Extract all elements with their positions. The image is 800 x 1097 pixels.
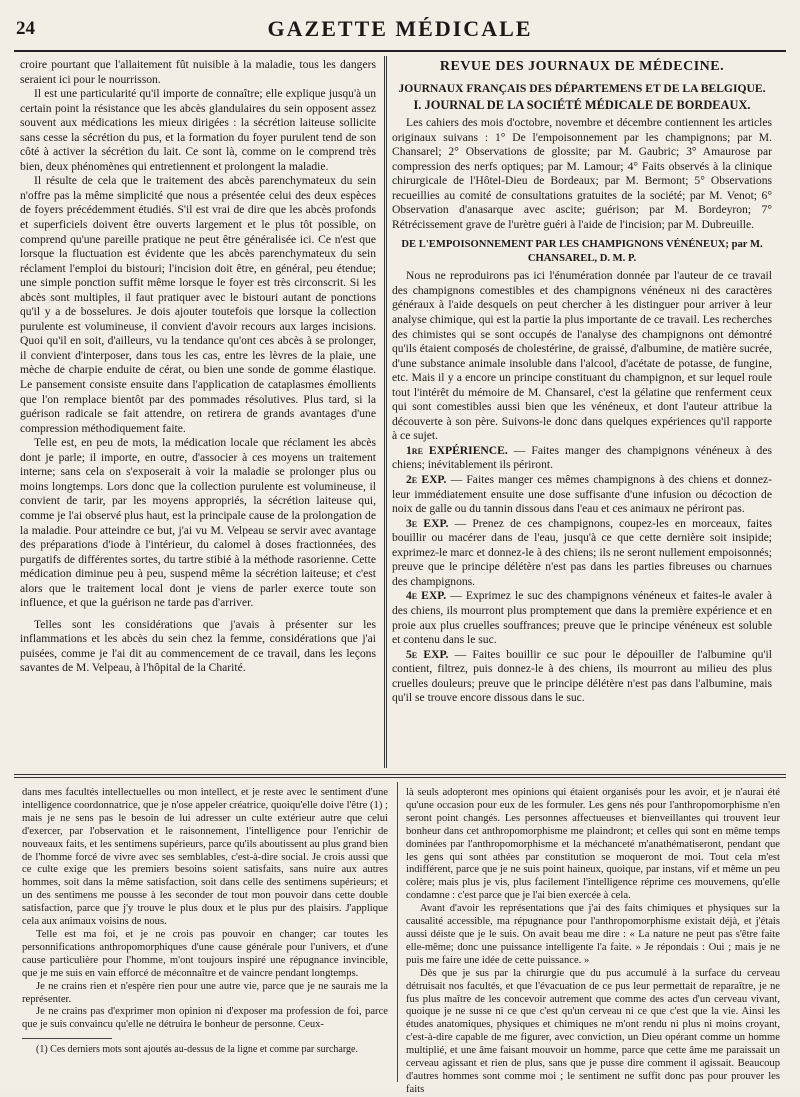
experiment-paragraph (392, 589, 772, 647)
section-title: REVUE DES JOURNAUX DE MÉDECINE. (439, 59, 725, 74)
experiment-paragraph (392, 473, 772, 517)
running-head: GAZETTE MÉDICALE (267, 16, 533, 41)
footnote-text: (1) Ces derniers mots sont ajoutés au-dessus de la ligne et comme par surcharge. (36, 1044, 358, 1056)
experiment-paragraph (392, 517, 772, 590)
experiment-text: — Faites manger des champignons vénéneux à des chiens; inévitablement ils périront. (392, 443, 772, 472)
column-divider (397, 782, 398, 1082)
experiment-label: 5e EXP. (406, 647, 449, 661)
article-paragraph: Nous ne reproduirons pas ici l'énumération donnée par l'auteur de ce travail des champignons comestibles et des champignons vénéneux ni des caractères généraux à l'aide desquels on peut chercher à les distinguer pour arriver à leur analyse chimique, qui est la partie la plus importante de ce travail. Les recherches des chimistes qui se sont occupés de l'analyse des champignons ont démontré qu'ils étaient composés de cholestérine, de graissé, d'albumine, de matière sucrée, d'une substance animale insoluble dans l'alcool, d'acétate de potasse, de fungine, etc. Mais il y a encore un principe constituant du champignon, et sur lequel roule tout l'intérêt du mémoire de M. Chansarel, c'est la gélatine que renferment ceux qui sont comestibles aussi bien que les vénéneux, et dont l'auteur attribue la découverte à son père. Suivons-le donc dans quelques expériences qu'il rapporte à ce sujet. (392, 269, 772, 443)
paragraph: Telles sont les considérations que j'avais à présenter sur les inflammations et les abcès du sein chez la femme, considérations que j'ai puisées, comme je l'ai dit au commencement de ce travail, dans les leçons savantes de M. Velpeau, à l'hôpital de la Charité. (20, 617, 376, 675)
experiment-text: — Prenez de ces champignons, coupez-les en morceaux, faites bouillir ou macérer dans de l'eau, jusqu'à ce que cette dernière soit insipide; exprimez-le marc et donnez-le à des chiens; ils ne seront nullement empoisonnés; preuve que le principe délétère n'est pas dans les parties fibreuses ou charnues des champignons. (392, 516, 772, 588)
footnote-rule (22, 1038, 112, 1039)
experiment-label: 3e EXP. (406, 516, 449, 530)
experiment-text: — Faites bouillir ce suc pour le dépouiller de l'albumine qu'il contient, filtrez, puis donnez-le à des chiens, ils mourront au milieu des plus cruelles douleurs; preuve que le principe délétère n'est pas dans l'albumine, mais qu'il se trouve encore dissous dans le suc. (392, 647, 773, 705)
experiment-paragraph (392, 648, 772, 706)
column-divider (384, 56, 385, 768)
header-rule (14, 50, 786, 52)
experiment-text: — Faites manger ces mêmes champignons à des chiens et donnez-leur immédiatement ensuite une dose suffisante d'une infusion ou décoction de noix de galle ou du tannin dissous dans l'eau et ces animaux ne périront pas. (392, 473, 772, 516)
column-divider (386, 56, 387, 768)
journal-title: I. JOURNAL DE LA SOCIÉTÉ MÉDICALE DE BORDEAUX. (413, 98, 751, 112)
right-column (392, 58, 772, 770)
experiment-label: 2e EXP. (406, 473, 447, 487)
paragraph: Telle est ma foi, et je ne crois pas pouvoir en changer; car toutes les personnifications anthropomorphiques d'une cause générale pour l'univers, et d'une cause particulière pour l'homme, m'ont toujours inspiré une répugnance invincible, que je me suis en vain efforcé de méconnaître et de vaincre pendant longtemps. (22, 928, 388, 979)
page-number: 24 (16, 18, 35, 39)
paragraph: croire pourtant que l'allaitement fût nuisible à la maladie, tous les dangers seraient ici pour le nourrisson. (20, 58, 376, 86)
paragraph: Je ne crains rien et n'espère rien pour une autre vie, parce que je ne saurais me la représenter. (22, 980, 388, 1005)
footnote (22, 1044, 388, 1056)
paragraph: Avant d'avoir les représentations que j'ai des faits chimiques et physiques sur la causalité accessible, ma répugnance pour l'anthropomorphisme existait déjà, et j'étais aussi déiste que je le suis. On avait beau me dire : « La nature ne peut pas s'être faite elle-même; donc une puissance intelligente l'a faite. » Je répondais : Oui ; mais je ne puis me faire une idée de cette puissance. » (406, 903, 780, 966)
paragraph: Dès que je sus par la chirurgie que du pus accumulé à la surface du cerveau détruisait nos facultés, et que l'évacuation de ce pus leur permettait de reparaître, je ne fus plus maître de les concevoir autrement que comme des actes d'un cerveau vivant, quoique je ne susse ni ce que c'est qu'un cerveau ni ce que c'est que la vie. Ainsi les études anatomiques, physiques et chimiques ne m'ont rendu ni plus ni moins croyant, c'est-à-dire capable de me figurer, avec conviction, un Dieu opérant comme un homme multiplié, et une âme faisant mouvoir un homme, parce que cette âme me paraissait un cerveau agissant et rien de plus, sans que je pusse dire comment il agissait. Beaucoup d'autres hommes sont comme moi ; le sentiment ne suffit donc pas pour prouver les faits (406, 967, 780, 1095)
paragraph: Il est une particularité qu'il importe de connaître; elle explique jusqu'à un certain point la résistance que les abcès glandulaires du sein opposent assez souvent aux médications les mieux dirigées : la sécrétion laiteuse sollicite sans cesse la sécrétion du pus, et la formation du foyer purulent tend de son côté à activer la sécrétion du lait. Ce sont là, comme on le comprend très bien, deux phénomènes qui entretiennent et prolongent la maladie. (20, 87, 376, 173)
feuilleton-right-column (406, 787, 780, 1095)
paragraph: Je ne crains pas d'exprimer mon opinion ni d'exposer ma profession de foi, parce que je suis convaincu qu'elle ne détruira le bonheur de personne. Ceux- (22, 1006, 388, 1031)
subsection-title: JOURNAUX FRANÇAIS DES DÉPARTEMENS ET DE LA BELGIQUE. (398, 82, 766, 95)
left-column (20, 58, 376, 770)
experiment-label: 4e EXP. (406, 589, 447, 603)
page-header (14, 14, 786, 44)
feuilleton-rule (14, 777, 786, 778)
experiment-text: — Exprimez le suc des champignons vénéneux et faites-le avaler à des chiens, ils mourront plus promptement que dans la première expérience et en proie aux plus cruelles souffrances; preuve que le principe vénéneux est soluble et contenu dans le suc. (392, 589, 772, 647)
paragraph: dans mes facultés intellectuelles ou mon intellect, et je reste avec le sentiment d'une intelligence coordonnatrice, que je n'ose appeler créatrice, quoiqu'elle doive l'être (1) ; mais je ne sens pas le besoin de lui adresser un culte extérieur autre que celui d'exercer, par l'observation et le raisonnement, l'intelligence pour l'enrichir de nouveaux faits, et les sentimens supérieurs, parce qu'ils aboutissent au plus grand bien de l'homme forcé de vivre avec ses semblables, c'est-à-dire social. Je crois aussi que ce culte exige que les premiers besoins soient satisfaits, sans nuire aux autres hommes, soit dans la même satisfaction, soit dans celle des sentimens supérieurs; et un des sentimens me pousse à les seconder de tout mon pouvoir dans cette double satisfaction, parce que j'y trouve le plus doux et le plus pur des plaisirs. J'applique cela aux animaux voisins de nous. (22, 787, 388, 928)
paragraph: là seuls adopteront mes opinions qui étaient organisés pour les avoir, et je n'aurai été qu'une occasion pour eux de les formuler. Les gens nés pour l'anthropomorphisme n'en seront point changés. Les personnes affectueuses et bienveillantes qui trouvent leur bonheur dans cet anthropomorphisme me plaindront; et celles qui sont en même temps dominées par l'anthropomorphisme et la méchanceté m'anathématiseront, pendant que les gens qui sont athées par constitution se moqueront de moi. Tout cela m'est indifférent, parce que je ne suis point haineux, quoique, par instans, vif et même un peu colère; mais plus je vis, plus facilement l'intelligence réprime ces mouvemens, qu'elle condamne : c'est parce que je l'ai bien exercée à cela. (406, 787, 780, 902)
article-title: DE L'EMPOISONNEMENT PAR LES CHAMPIGNONS VÉNÉNEUX; par M. CHANSAREL, D. M. P. (401, 239, 763, 265)
paragraph: Il résulte de cela que le traitement des abcès parenchymateux du sein n'offre pas la même simplicité que nous a présentée celui des deux espèces de foyers précédemment étudiés. S'il est vrai de dire que les abcès profonds et superficiels doivent être ouverts largement et le plus tôt possible, on comprend qu'une pareille pratique ne peut être généralisée ici. Ce n'est que lorsque la fluctuation est évidente que les abcès parenchymateux du sein réclament l'emploi du bistouri; l'incision doit être, en général, peu étendue; une simple ponction suffit même lorsque le foyer est très circonscrit. Si les abcès sont multiples, il faut pratiquer avec le bistouri autant de ponctions qu'il y a de bosselures. Je dois ajouter toutefois que lorsque la collection purulente est volumineuse, il convient d'avoir recours aux larges incisions. Quoi qu'il en soit, d'ailleurs, vu la tendance qu'ont ces abcès à se prolonger, il convient d'interposer, dans tous les cas, entre les lèvres de la plaie, une mèche de charpie enduite de cérat, ou bien une sonde de gomme élastique. Le pansement consiste ensuite dans l'application de cataplasmes émollients que l'on remplace bientôt par des pommades résolutives. Plus tard, si la guérison radicale se fait attendre, on retirera de grands avantages d'une compression méthodiquement faite. (20, 174, 376, 435)
experiment-paragraph (392, 444, 772, 473)
feuilleton-left-column (22, 787, 388, 1082)
experiment-label: 1re EXPÉRIENCE. (406, 443, 508, 457)
paragraph: Telle est, en peu de mots, la médication locale que réclament les abcès dont je parle; il importe, en outre, d'associer à ces moyens un traitement interne; sans cela on s'exposerait à voir la maladie se prolonger plus ou moins longtemps. Lors donc que la collection purulente est volumineuse, il convient de tarir, par les moyens appropriés, la sécrétion laiteuse qui, comme je l'ai observé plus haut, est la principale cause de la prolongation de la maladie. Pour atteindre ce but, j'ai vu M. Velpeau se servir avec avantage des préparations d'iode à l'intérieur, du calomel à doses fractionnées, des purgatifs de différentes sortes, du tartre stibié à la méthode rasorienne. Cette médication diminue peu à peu, suspend même la sécrétion laiteuse; et c'est alors que le traitement local dont je viens de parler exerce toute son influence, et que la guérison ne tarde pas d'arriver. (20, 436, 376, 610)
intro-paragraph: Les cahiers des mois d'octobre, novembre et décembre contiennent les articles originaux suivans : 1° De l'empoisonnement par les champignons; par M. Chansarel; 2° Observations de glossite; par M. Gaubric; 3° Amaurose par compression des nerfs optiques; par M. Lamour; 4° Faits observés à la clinique chirurgicale de l'Hôtel-Dieu de Bordeaux; par M. Bermont; 5° Observations recueillies au comité de consultations gratuites de la société; par M. Venot; 6° Observation d'anasarque avec ascite; guérison; par M. Bordeyron; 7° Rétrécissement grave de l'urètre guéri à l'aide de l'incision; par M. Dubreuille. (392, 116, 772, 231)
feuilleton-rule (14, 774, 786, 775)
